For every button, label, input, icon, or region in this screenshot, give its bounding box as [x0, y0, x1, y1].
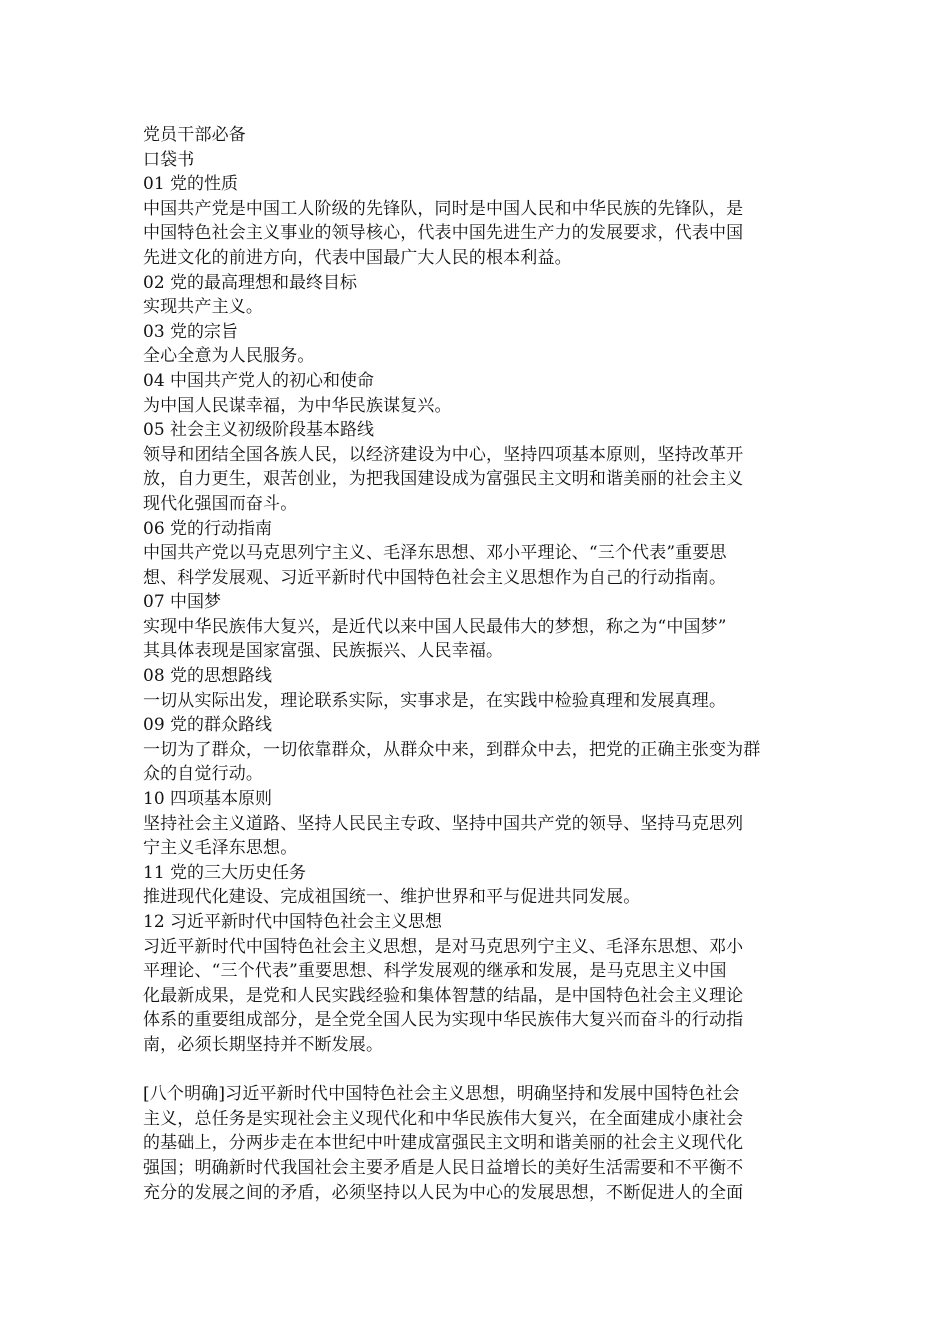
section-body-line: 宁主义毛泽东思想。	[143, 838, 298, 859]
section	[143, 320, 813, 369]
section-body-line: 化最新成果，是党和人民实践经验和集体智慧的结晶，是中国特色社会主义理论	[143, 985, 744, 1006]
eight-clarifications-paragraph	[143, 1082, 813, 1205]
section-body-line: 一切从实际出发，理论联系实际，实事求是，在实践中检验真理和发展真理。	[143, 690, 727, 711]
section-body-line: 现代化强国而奋斗。	[143, 493, 298, 514]
section-body-line: 众的自觉行动。	[143, 764, 264, 785]
eight-clarifications-line: 充分的发展之间的矛盾，必须坚持以人民为中心的发展思想，不断促进人的全面	[143, 1182, 744, 1203]
section-body-line: 中国共产党以马克思列宁主义、毛泽东思想、邓小平理论、“三个代表”重要思	[143, 543, 727, 564]
section-body-line: 体系的重要组成部分，是全党全国人民为实现中华民族伟大复兴而奋斗的行动指	[143, 1010, 744, 1031]
document-page	[143, 123, 813, 1205]
section-body-line: 中国共产党是中国工人阶级的先锋队，同时是中国人民和中华民族的先锋队，是	[143, 198, 744, 219]
section-body-line: 一切为了群众，一切依靠群众，从群众中来，到群众中去，把党的正确主张变为群	[143, 739, 761, 760]
section-body-line: 习近平新时代中国特色社会主义思想，是对马克思列宁主义、毛泽东思想、邓小	[143, 936, 744, 957]
section-body-line: 放，自力更生，艰苦创业，为把我国建设成为富强民主文明和谐美丽的社会主义	[143, 469, 744, 490]
section	[143, 271, 813, 320]
section	[143, 910, 813, 1058]
section	[143, 369, 813, 418]
section-body-line: 平理论、“三个代表”重要思想、科学发展观的继承和发展，是马克思主义中国	[143, 961, 727, 982]
eight-clarifications-line: 主义，总任务是实现社会主义现代化和中华民族伟大复兴，在全面建成小康社会	[143, 1108, 744, 1129]
document-title: 党员干部必备	[143, 125, 246, 145]
section	[143, 861, 813, 910]
section-body-line: 推进现代化建设、完成祖国统一、维护世界和平与促进共同发展。	[143, 887, 641, 908]
section	[143, 418, 813, 516]
section-body-line: 想、科学发展观、习近平新时代中国特色社会主义思想作为自己的行动指南。	[143, 567, 727, 588]
section-heading: 03 党的宗旨	[143, 321, 239, 342]
section-body-line: 坚持社会主义道路、坚持人民民主专政、坚持中国共产党的领导、坚持马克思列	[143, 813, 744, 834]
eight-clarifications-line: [八个明确]习近平新时代中国特色社会主义思想，明确坚持和发展中国特色社会	[143, 1084, 740, 1105]
section	[143, 787, 813, 861]
eight-clarifications-line: 的基础上，分两步走在本世纪中叶建成富强民主文明和谐美丽的社会主义现代化	[143, 1133, 744, 1154]
section	[143, 713, 813, 787]
section-body-line: 为中国人民谋幸福，为中华民族谋复兴。	[143, 395, 452, 416]
section-heading: 05 社会主义初级阶段基本路线	[143, 420, 375, 441]
sections-container	[143, 172, 813, 1057]
section-heading: 07 中国梦	[143, 592, 222, 613]
section-body-line: 领导和团结全国各族人民，以经济建设为中心，坚持四项基本原则，坚持改革开	[143, 444, 744, 465]
section-heading: 06 党的行动指南	[143, 518, 273, 539]
section-heading: 08 党的思想路线	[143, 666, 273, 687]
section-heading: 01 党的性质	[143, 174, 239, 195]
section-heading: 10 四项基本原则	[143, 789, 273, 810]
section	[143, 172, 813, 270]
eight-clarifications-line: 强国；明确新时代我国社会主要矛盾是人民日益增长的美好生活需要和不平衡不	[143, 1157, 744, 1178]
section-body-line: 实现中华民族伟大复兴，是近代以来中国人民最伟大的梦想，称之为“中国梦”	[143, 616, 727, 637]
section	[143, 664, 813, 713]
section-body-line: 全心全意为人民服务。	[143, 346, 315, 367]
section-body-line: 其具体表现是国家富强、民族振兴、人民幸福。	[143, 641, 504, 662]
section-heading: 04 中国共产党人的初心和使命	[143, 370, 375, 391]
document-subtitle: 口袋书	[143, 149, 195, 170]
section-body-line: 先进文化的前进方向，代表中国最广大人民的根本利益。	[143, 247, 572, 268]
section-body-line: 中国特色社会主义事业的领导核心，代表中国先进生产力的发展要求，代表中国	[143, 223, 744, 244]
section	[143, 517, 813, 591]
section-heading: 09 党的群众路线	[143, 715, 273, 736]
section-heading: 02 党的最高理想和最终目标	[143, 272, 358, 293]
section-body-line: 南，必须长期坚持并不断发展。	[143, 1034, 384, 1055]
section	[143, 590, 813, 664]
section-body-line: 实现共产主义。	[143, 297, 264, 318]
section-heading: 12 习近平新时代中国特色社会主义思想	[143, 912, 443, 932]
paragraph-gap	[143, 1058, 813, 1083]
section-heading: 11 党的三大历史任务	[143, 862, 307, 883]
